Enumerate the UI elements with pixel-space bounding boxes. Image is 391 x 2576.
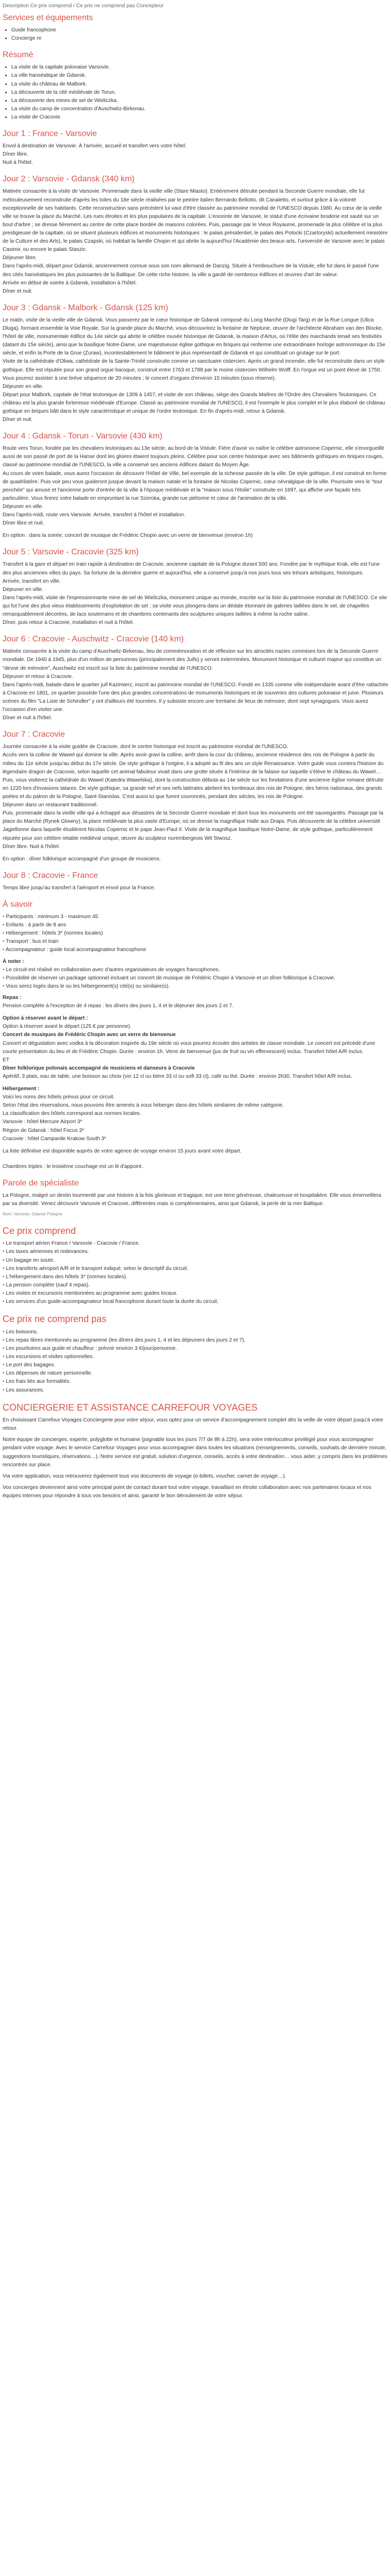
option-block <box>3 1014 388 1081</box>
list-item: • Participants : minimum 3 - maximum 45 <box>3 913 388 921</box>
list-item: • Enfants : à partir de 8 ans <box>3 921 388 929</box>
list-item: • Vous serez logés dans le ou les hébergement(s) cité(s) ou similaire(s). <box>3 982 388 991</box>
repas-text: Pension complète à l'exception de 4 repas : les dîners des jours 1, 4 et le déjeuner des jours 2 et 7. <box>3 1003 234 1009</box>
comprend-heading: Ce prix comprend <box>3 1225 76 1236</box>
day-3 <box>3 303 388 424</box>
list-item: • Les excursions et visites optionnelles. <box>3 1353 388 1361</box>
day-paragraph: Arrivée, transfert en ville. <box>3 578 61 584</box>
list-item: • Les frais liés aux formalités. <box>3 1378 388 1386</box>
resume-heading: Résumé <box>3 50 34 60</box>
ne-comprend-heading: Ce prix ne comprend pas <box>3 1314 107 1325</box>
list-item: • La visite de la capitale polonaise Varsovie. <box>11 63 388 72</box>
list-item: • Possibilité de réserver un package optionnel incluant un concert de musique de Frédéric Chopin à Varsovie et un dîner folklorique à Cracovie. <box>3 974 388 982</box>
day-title: Jour 5 : Varsovie - Cracovie (325 km) <box>3 548 139 557</box>
list-item: • La visite de Cracovie. <box>11 113 388 122</box>
day-paragraph: Dans l'après-midi, départ pour Gdansk, anciennement connue sous son nom allemand de Danzig. Située à l'embouchure de la Vistule, elle fut dans le passé l'une des cités hanséatiques les plus puissantes de la Baltique. De cette riche histoire, la ville a gardé de nombreux édifices et œuvres d'art de valeur. <box>3 263 379 278</box>
day-paragraph: Déjeuner en ville. <box>3 586 43 592</box>
parole-text: La Pologne, malgré un destin tourmenté par une histoire à la fois glorieuse et tragique, est une terre généreuse, chaleureuse et hospitalière. Elle vous émerveillera par sa diversité. Venez découvrir Varsovie et Cracovie, différentes mais si complémentaires, ainsi que Gdansk, la perle de la mer Baltique. <box>3 1193 381 1207</box>
conciergerie-paragraph: En choisissant Carrefour Voyages Conciergerie pour votre séjour, vous optez pour un service d'accompagnement complet dès la veille de votre départ jusqu'à votre retour. <box>3 1417 383 1432</box>
list-item: • La découverte de la cité médiévale de Torun. <box>11 89 388 97</box>
spacer <box>3 851 388 855</box>
list-item: • Guide francophone <box>11 26 388 35</box>
definitive-note: La liste définitive est disponible auprès de votre agence de voyage environ 15 jours avant votre départ. <box>3 1148 242 1154</box>
option-line: Option à réserver avant le départ (125 € par personne). <box>3 1024 132 1030</box>
day-title: Jour 3 : Gdansk - Malbork - Gdansk (125 km) <box>3 303 168 312</box>
noter-list <box>3 966 388 991</box>
day-4 <box>3 431 388 540</box>
savoir-heading: À savoir <box>3 900 32 909</box>
day-2 <box>3 174 388 295</box>
day-paragraph: Déjeuner libre. <box>3 255 37 261</box>
day-paragraph: Puis, promenade dans la vieille ville qui a échappé aux désastres de la Seconde Guerre mondiale et dont tous les monuments ont été sauvegardés. Passage par la place du Marché (Rynek Glowny), la place médiévale la plus vaste d'Europe, où se dresse la magnifique Halle aux Draps. Puis découverte de la célèbre université Jagiellonne dans laquelle étudièrent Nicolas Copernic et le pape Jean-Paul II. Visite de la magnifique basilique Notre-Dame, de style gothique, particulièrement réputée pour son célèbre retable médiéval unique, œuvre du sculpteur nurembergeois Wit Stwosz. <box>3 810 383 841</box>
day-paragraph: Arrivée en début de soirée à Gdansk, installation à l'hôtel. <box>3 280 137 286</box>
list-item: • Transport : bus et train <box>3 938 388 946</box>
services-heading: Services et équipements <box>3 13 93 23</box>
conciergerie-paragraph: Via votre application, vous retrouverez également tous vos documents de voyage (e-billets, voucher, carnet de voyage…). <box>3 1473 286 1479</box>
repas-label: Repas : <box>3 994 22 1001</box>
option-label: Option à réserver avant le départ : <box>3 1015 88 1022</box>
hebergement-line: Région de Gdansk : hôtel Focus 3* <box>3 1127 85 1133</box>
spacer <box>3 1081 388 1085</box>
day-paragraph: Déjeuner en ville. <box>3 504 43 510</box>
option-note: En option : dîner folklorique accompagné d'un groupe de musiciens. <box>3 856 161 862</box>
day-paragraph: Dîner et nuit. <box>3 417 33 423</box>
day-title: Jour 1 : France - Varsovie <box>3 129 97 139</box>
list-item: • La visite du château de Malbork. <box>11 80 388 89</box>
hebergement-label: Hébergement : <box>3 1086 40 1092</box>
ne-comprend-list <box>3 1328 388 1395</box>
day-title: Jour 6 : Cracovie - Auschwitz - Cracovie (140 km) <box>3 635 184 644</box>
day-paragraph: Dans l'après-midi, route vers Varsovie. Arrivée, transfert à l'hôtel et installation. <box>3 512 186 518</box>
day-paragraph: Nuit à l'hôtel. <box>3 160 33 166</box>
day-paragraph: Temps libre jusqu'au transfert à l'aéroport et envol pour la France. <box>3 885 156 891</box>
day-paragraph: Transfert à la gare et départ en train rapide à destination de Cracovie, ancienne capitale de la Pologne durant 500 ans. Fondée par le mythique Krak, elle est l'une des plus anciennes villes du pays. Sa fortune de la dernière guerre et aujourd'hui, elle a conservé jusqu'à nos jours tous ses trésors artistiques, historiques. <box>3 562 380 576</box>
list-item: • Le transport aérien France / Varsovie - Cracovie / France. <box>3 1240 388 1248</box>
hebergement-line: Selon l'état des réservations, nous pouvons être amenés à vous héberger dans des hôtels similaires de même catégorie. <box>3 1103 284 1109</box>
hebergement-line: Varsovie : hôtel Mercure Airport 3* <box>3 1119 83 1125</box>
list-item: • La visite du camp de concentration d'Auschwitz-Birkenau. <box>11 105 388 113</box>
option-line: Concert et dégustation avec vodka à la décoration inspirée du 19e siècle où vous pourrez écouter des artistes de classe mondiale. Le concert est précédé d'une courte présentation du lieu et de Frédéric Chopin. Durée : environ 1h. Verre de bienvenue (jus de fruit ou vin effervescent) inclus. Transfert hôtel A/R inclus. <box>3 1040 376 1055</box>
day-title: Jour 4 : Gdansk - Torun - Varsovie (430 km) <box>3 432 162 441</box>
list-item: • Les repas libres mentionnés au programme (les dîners des jours 1, 4 et les déjeuners des jours 2 et 7). <box>3 1336 388 1345</box>
day-paragraph: Dîner libre et nuit. <box>3 520 44 527</box>
day-8 <box>3 871 388 892</box>
day-paragraph: Matinée consacrée à la visite de Varsovie. Promenade dans la vieille ville (Stare Miasto). Entièrement détruite pendant la Seconde Guerre mondiale, elle fut méticuleusement reconstruite d'après les toiles du 18e siècle réalisées par le peintre italien Bernardo Bellotto, dit Canaletto, et surtout grâce à la volonté exceptionnelle de ses habitants. Cette reconstruction sans précédent lui vaut d'être classée au patrimoine mondial de l'UNESCO depuis 1980. Au cœur de la vieille ville se trouve la place du Marché. Les rues étroites et les plus populaires de la capitale. L'enceinte de Varsovie, le statut d'une écrivaine broderie est sauté sur un bout d'arbre ; se dresse fièrement au centre de cette place bordée de maisons colorées. Puis, passage par le Vieux Royaume, promenade la plus célèbre et la plus prestigieuse de la capitale, où se situent plusieurs édifices et monuments historiques : le palais présidentiel, le palais des Potocki (Czartoryski) actuellement ministère de la Culture et des Arts), le palais Czapski, où habitait la famille Chopin et qui abrite la aujourd'hui l'Académie des beaux-arts, l'université de Varsovie avec le palais Casimir, ou encore le palais Staszic. <box>3 189 388 253</box>
day-paragraph: Envol à destination de Varsovie. À l'arrivée, accueil et transfert vers votre hôtel. <box>3 143 187 149</box>
hebergement-line: La classification des hôtels correspond aux normes locales. <box>3 1111 141 1117</box>
list-item: • La pension complète (sauf 4 repas). <box>3 1281 388 1290</box>
list-item: • Les services d'un guide-accompagnateur local francophone durant toute la durée du circuit. <box>3 1298 388 1306</box>
day-paragraph: Déjeuner en ville. <box>3 383 43 389</box>
image-credit: Nom: Varsovie, Gdansk Pologne <box>3 1212 62 1217</box>
comprend-list <box>3 1240 388 1306</box>
day-paragraph: Journée consacrée à la visite guidée de Cracovie, dont le centre historique est inscrit au patrimoine mondial de l'UNESCO. <box>3 744 288 750</box>
parole-heading: Parole de spécialiste <box>3 1179 79 1188</box>
services-list <box>3 26 388 43</box>
list-item: • Les boissons. <box>3 1328 388 1336</box>
day-title: Jour 7 : Cracovie <box>3 730 65 739</box>
spacer <box>3 1159 388 1163</box>
day-paragraph: Dîner et nuit. <box>3 288 33 294</box>
hebergement-block <box>3 1085 388 1143</box>
day-6 <box>3 634 388 722</box>
day-paragraph: Déjeuner dans un restaurant traditionnel. <box>3 802 98 808</box>
hebergement-line: Voici les noms des hôtels prévus pour ce circuit. <box>3 1094 115 1100</box>
day-paragraph: Accès vers la colline de Wawel qui domine la ville. Après avoir gravi la colline, arrêt dans la cour du château, ancienne résidence des rois de Pologne à partir du milieu du 11e siècle jusqu'au début du 17e siècle. De style gothique à l'origine, il a adopté au fil des ans un style Renaissance. Votre guide vous contera l'histoire du légendaire dragon de Cracovie, selon laquelle cet animal fabuleux vivait dans une grotte située à l'intérieur de la falaise sur laquelle s'élève le château du Wawel… Puis, vous visiterez la cathédrale du Wawel (Katedra Wawelska), dont la construction débuta au 14e siècle sur les fondations d'une ancienne église romane détruite en 1220 lors d'invasions tatares. De style gothique, sa grande nef et ses nefs latérales abritent les tombeaux des rois de Pologne, des héros nationaux, des grands poètes et du patron de la Pologne, Saint-Stanislas. C'est aussi ici que furent couronnés, pendant des siècles, les rois de Pologne. <box>3 752 384 800</box>
noter-label: À noter : <box>3 958 24 964</box>
conciergerie-paragraph: Vos concierges deviennent ainsi votre principal point de contact durant tout votre voyage, travaillant en étroite collaboration avec nos partenaires locaux et nos équipes internes pour répondre à tous vos besoins et ainsi, garantir le bon déroulement de votre séjour. <box>3 1484 371 1499</box>
option-line: Dîner folklorique polonais accompagné de musiciens et danseurs à Cracovie <box>3 1065 195 1071</box>
day-paragraph: Visite de la cathédrale d'Oliwa, cathédrale de la Sainte-Trinité construite comme un sanctuaire cistercien. Après un grand incendie, elle fut reconstruite dans un style gothique. Elle est réputée pour son grand orgue baroque, construit entre 1763 et 1788 par le moine cistercien Wilhelm Wolff. En l'orgue est un point élevé de 1750. Vous pourrez assister à une brève séquence de 20 minutes ; le concert d'orgues d'environ 15 minutes (sous réserve). <box>3 359 385 381</box>
day-paragraph: Le matin, visite de la vieille ville de Gdansk. Vous passerez par le cœur historique de Gdansk composé du Long Marché (Dlugi Targ) et de la Rue Longue (Ulica Dluga), formant ensemble la Voie Royale. Sur la grande place du Marché, vous découvrirez la fontaine de Neptune, œuvre de l'architecte Abraham van den Blocke, l'hôtel de ville, monumentale édifice du 14e siècle qui abrite le célèbre musée historique de Gdansk, la maison d'Artus, où l'élite des marchands tenait ses festivités (datant du 15e siècle), ainsi que la basilique Notre-Dame, une majestueuse église gothique en briques qui renferme une extraordinaire horloge astronomique du 15e siècle, et enfin la Porte de la Grue (Zuraw), incontestablement le bâtiment le plus représentatif de Gdansk et qui constituait un grutage sur le port. <box>3 317 385 357</box>
hebergement-line: Cracovie : hôtel Campanile Krakow South 3* <box>3 1136 107 1142</box>
list-item: • Les taxes aériennes et redevances. <box>3 1248 388 1256</box>
day-paragraph: Départ pour Malbork, capitale de l'état teutonique de 1309 à 1457, et visite de son château, siège des Grands Maîtres de l'Ordre des Chevaliers Teutoniques. Ce château est la plus grande forteresse médiévale d'Europe. Classé au patrimoine mondial de l'UNESCO, il est l'exemple le plus complet et le plus élaboré de château gothique en briques bâti dans le style caractéristique et unique de l'ordre teutonique. En fin d'après-midi, retour à Gdansk. <box>3 392 385 415</box>
conciergerie-paragraph: Notre équipe de concierges, experte, polyglotte et humaine (joignable tous les jours 7/7 de 8h à 22h), sera votre interlocuteur privilégié pour vous accompagner pendant votre voyage. Avec le service Carrefour Voyages pour vous accompagner dans toutes les situations (renseignements, conseils, souhaits de dernière minute, suggestions touristiques, réservations…). Notre service est gratuit, solution d'urgence, conseils, accès à votre destination… vous aider, y compris dans les problèmes rencontrés sur place. <box>3 1437 387 1468</box>
day-paragraph: Au cours de votre balade, vous aurez l'occasion de découvrir l'Hôtel de Ville, bel exemple de la richesse passée de la ville. De style gothique, il est construit en forme de quadrilatère. Puis voir peu vous guideront jusque devant la maison natale et la fontaine de Nicolas Copernic, cœur névralgique de la ville. Poursuite vers le "tour penchée" qui amuse et l'ancienne porte d'entrée de la ville à l'époque médiévale et la "maison sous l'étoile" construite en 1697, qui affiche une façade très particulière. Vous finirez votre balade en empruntant la rue Szeroka, grande rue piétonne et cœur de l'animation de la ville. <box>3 470 387 501</box>
option-line: Apéritif, 3 plats, eau de table, une boisson au choix (vin 12 cl ou bière 33 cl ou soft 33 cl), café ou thé. Durée : environ 2h30. Transfert hôtel A/R inclus. <box>3 1073 352 1079</box>
chambres-note: Chambres triples : le troisième couchage est un lit d'appoint. <box>3 1163 143 1170</box>
list-item: • Accompagnateur : guide local accompagnateur francophone <box>3 946 388 954</box>
intro-line: Description Ce prix comprend / Ce prix ne comprend pas Concepteur <box>3 3 164 9</box>
day-paragraph: Dîner libre. Nuit à l'hôtel. <box>3 843 60 850</box>
day-paragraph: Route vers Torun, fondée par les chevaliers teutoniques au 13e siècle, au bord de la Vistule. Fière d'avoir vu naître le célèbre astronome Copernic, elle s'enorgueillit aussi de son passé de port de la Hanse dont les gloires étaient toujours pleins. Célèbre pour son centre historique avec ses bâtiments gothiques en briques rouges, classé au patrimoine mondial de l'UNESCO, la ville a conservé ses anciens édifices datant du Moyen Âge. <box>3 446 384 468</box>
day-7 <box>3 730 388 863</box>
list-item: • Le port des bagages. <box>3 1361 388 1369</box>
day-paragraph: Dans l'après-midi, visite de l'impressionnante mine de sel de Wieliczka, monument unique au monde, inscrite sur la liste du patrimoine mondial de l'UNESCO. Ce site qui fut l'une des plus vieux établissements d'exploitation de sel ; sa visite vous plongera dans un dédale étonnant de galeries taillées dans le sel, de chapelles remarquablement décorées, de lacs souterrains et de chambres contenants des sculptures uniques taillées à même la roche saline. <box>3 595 387 618</box>
list-item: • La découverte des mines de sel de Wieliczka. <box>11 97 388 105</box>
conciergerie-heading: CONCIERGERIE ET ASSISTANCE CARREFOUR VOYAGES <box>3 1402 258 1413</box>
day-paragraph: Dîner et nuit à l'hôtel. <box>3 715 52 721</box>
day-paragraph: Matinée consacrée à la visite du camp d'Auschwitz-Birkenau, lieu de commémoration et de réflexion sur les atrocités nazies commises lors de la Seconde Guerre mondiale. De 1940 à 1945, plus d'un million de personnes (principalement des Juifs) y seront exterminées. Monument historique et culturel majeur qui constitue un "devoir de mémoire", Auschwitz est inscrit sur la liste du patrimoine mondial de l'UNESCO. <box>3 649 382 671</box>
list-item: • Les visites et excursions mentionnées au programme avec guides locaux. <box>3 1290 388 1298</box>
option-line: ET <box>3 1057 10 1063</box>
list-item: • Le circuit est réalisé en collaboration avec d'autres organisateurs de voyages francophones. <box>3 966 388 974</box>
day-1 <box>3 129 388 167</box>
list-item: • Hébergement : hôtels 3* (normes locales) <box>3 929 388 938</box>
spacer <box>3 1010 388 1014</box>
day-paragraph: Dîner libre. <box>3 151 28 158</box>
list-item: • Les transferts aéroport A/R et le transport indiqué, selon le descriptif du circuit. <box>3 1265 388 1273</box>
list-item: • L'hébergement dans des hôtels 3* (normes locales). <box>3 1273 388 1281</box>
repas-block <box>3 994 388 1010</box>
day-paragraph: Déjeuner et retour à Cracovie. <box>3 673 73 680</box>
list-item: • Les assurances. <box>3 1386 388 1395</box>
spacer <box>3 528 388 532</box>
day-paragraph: Dans l'après-midi, balade dans le quartier juif Kazimierz, inscrit au patrimoine mondial de l'UNESCO. Fondé en 1335 comme ville indépendante avant d'être rattachée à Cracovie en 1801, ce quartier possède l'une des plus grandes concentrations de monuments historiques et de souvenirs des cultures polonaise et juive. Plusieurs scènes du film "La Liste de Schindler" y ont d'ailleurs été tournées. Il y subsiste encore une trentaine de lieux de mémoire, dont sept synagogues. Vous aurez l'occasion d'en visiter une. <box>3 682 388 713</box>
list-item: • Les dépenses de nature personnelle. <box>3 1369 388 1378</box>
day-title: Jour 8 : Cracovie - France <box>3 871 98 880</box>
list-item: • La ville hanséatique de Gdansk. <box>11 72 388 80</box>
option-line: Concert de musiques de Frédéric Chopin avec un verre de bienvenue <box>3 1032 176 1038</box>
day-title: Jour 2 : Varsovie - Gdansk (340 km) <box>3 175 135 184</box>
list-item: • Concierge re <box>11 35 388 43</box>
savoir-list <box>3 913 388 955</box>
spacer <box>3 1143 388 1147</box>
resume-list <box>3 63 388 122</box>
day-5 <box>3 547 388 627</box>
list-item: • Les pourboires aux guide et chauffeur : prévoir environ 3 €/jour/personne. <box>3 1345 388 1353</box>
day-paragraph: Dîner, puis retour à Cracovie, installation et nuit à l'hôtel. <box>3 620 134 626</box>
option-note: En option : dans la soirée, concert de musique de Frédéric Chopin avec un verre de bienvenue (environ 1h) <box>3 533 253 539</box>
list-item: • Un bagage en soute. <box>3 1257 388 1265</box>
